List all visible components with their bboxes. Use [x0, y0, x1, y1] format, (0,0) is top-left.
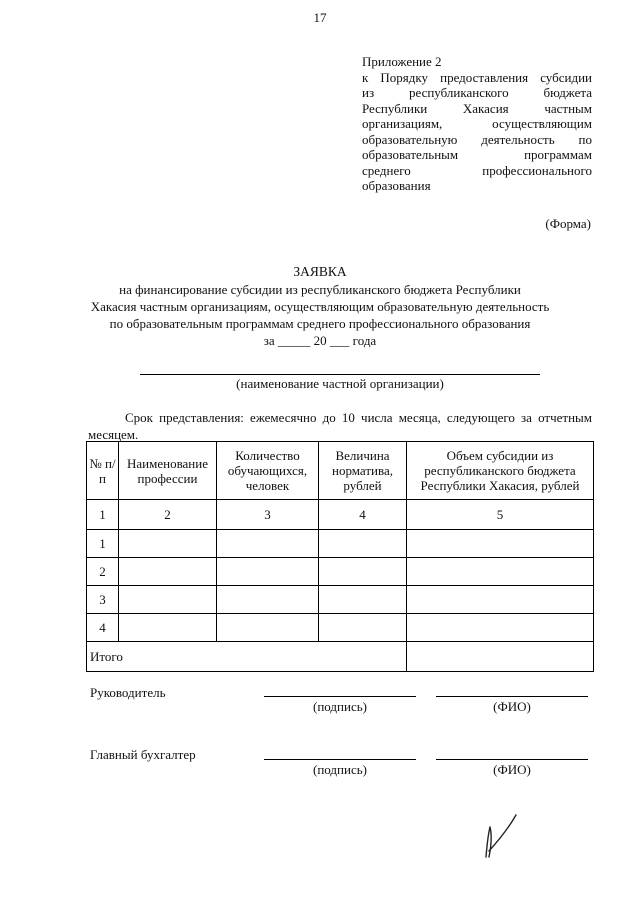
total-value-cell[interactable] [407, 642, 594, 672]
table-cell[interactable] [217, 530, 319, 558]
column-number: 4 [319, 500, 407, 530]
column-number: 5 [407, 500, 594, 530]
header-cell: Наименование профессии [119, 442, 217, 500]
column-number: 3 [217, 500, 319, 530]
table-cell[interactable] [319, 586, 407, 614]
name-caption: (ФИО) [493, 762, 531, 777]
appendix-line: образования [362, 178, 431, 193]
appendix-title: Приложение 2 [362, 54, 442, 69]
deadline-text: Срок представления: ежемесячно до 10 числа месяца, следующего за отчетным месяцем. [88, 410, 592, 442]
header-cell: Величина норматива, рублей [319, 442, 407, 500]
row-number: 2 [87, 558, 119, 586]
handwritten-signature [476, 805, 526, 865]
appendix-line: образовательным программам [362, 147, 592, 162]
table-cell[interactable] [407, 558, 594, 586]
column-number: 1 [87, 500, 119, 530]
organization-name-line[interactable] [140, 374, 540, 375]
accountant-name-line[interactable] [436, 759, 588, 760]
appendix-line: из республиканского бюджета [362, 85, 592, 100]
row-number: 1 [87, 530, 119, 558]
accountant-label: Главный бухгалтер [90, 747, 196, 762]
signature-caption: (подпись) [313, 699, 367, 714]
table-cell[interactable] [319, 558, 407, 586]
subtitle-line: Хакасия частным организациям, осуществляющим образовательную деятельность [90, 299, 550, 314]
row-number: 4 [87, 614, 119, 642]
head-label: Руководитель [90, 685, 166, 700]
document-subtitle [70, 281, 570, 349]
header-cell: Объем субсидии из республиканского бюджета Республики Хакасия, рублей [407, 442, 594, 500]
table-cell[interactable] [217, 614, 319, 642]
table-cell[interactable] [407, 586, 594, 614]
table-cell[interactable] [119, 530, 217, 558]
table-row [87, 558, 594, 586]
table-row [87, 530, 594, 558]
head-name-line[interactable] [436, 696, 588, 697]
table-cell[interactable] [217, 558, 319, 586]
appendix-block [362, 54, 592, 194]
table-cell[interactable] [407, 530, 594, 558]
table-row [87, 614, 594, 642]
table-header-row [87, 442, 594, 500]
page-number: 17 [313, 10, 327, 25]
total-row [87, 642, 594, 672]
name-caption: (ФИО) [493, 699, 531, 714]
signature-caption: (подпись) [313, 762, 367, 777]
head-signature-line[interactable] [264, 696, 416, 697]
column-number-row [87, 500, 594, 530]
document-title: ЗАЯВКА [293, 264, 347, 279]
header-cell: № п/п [87, 442, 119, 500]
table-cell[interactable] [217, 586, 319, 614]
appendix-line: Республики Хакасия частным [362, 100, 592, 116]
table-row [87, 586, 594, 614]
table-cell[interactable] [119, 614, 217, 642]
subsidy-table [86, 441, 594, 672]
appendix-line: среднего профессионального [362, 162, 592, 178]
column-number: 2 [119, 500, 217, 530]
table-cell[interactable] [319, 614, 407, 642]
header-cell: Количество обучающихся, человек [217, 442, 319, 500]
table-cell[interactable] [319, 530, 407, 558]
appendix-line: к Порядку предоставления субсидии [362, 69, 592, 85]
appendix-line: образовательную деятельность по [362, 131, 592, 147]
period-line: за _____ 20 ___ года [263, 333, 377, 348]
table-cell[interactable] [407, 614, 594, 642]
subtitle-line: по образовательным программам среднего профессионального образования [109, 316, 531, 331]
table-cell[interactable] [119, 586, 217, 614]
appendix-line: организациям, осуществляющим [362, 116, 592, 131]
organization-caption: (наименование частной организации) [236, 376, 444, 391]
total-label: Итого [87, 642, 407, 672]
table-cell[interactable] [119, 558, 217, 586]
accountant-signature-line[interactable] [264, 759, 416, 760]
form-label: (Форма) [545, 216, 591, 231]
subtitle-line: на финансирование субсидии из республиканского бюджета Республики [119, 282, 521, 297]
row-number: 3 [87, 586, 119, 614]
